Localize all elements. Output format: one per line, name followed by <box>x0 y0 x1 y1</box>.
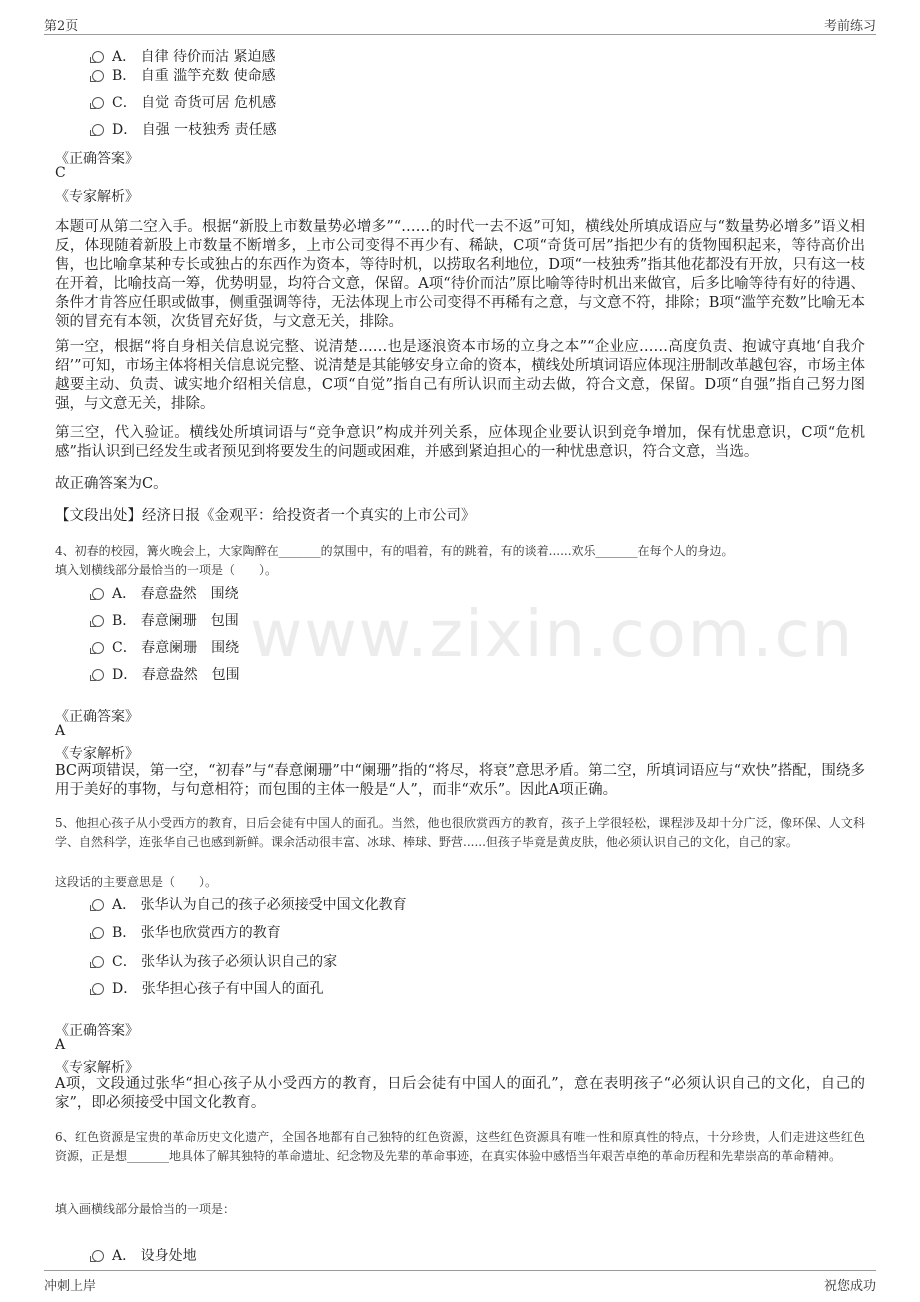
q5-option-c[interactable]: C． 张华认为孩子必须认识自己的家 <box>92 951 337 971</box>
footer-right: 祝您成功 <box>823 1279 876 1294</box>
radio-icon[interactable] <box>92 588 104 600</box>
page-number: 第2页 <box>44 19 79 34</box>
question-stem: 4、初春的校园，篝火晚会上，大家陶醉在_______的氛围中，有的唱着，有的跳着，有的谈着......欢乐_______在每个人的身边。 <box>55 544 734 558</box>
q4-option-b[interactable]: B． 春意阑珊 包围 <box>92 610 239 630</box>
page-header <box>44 12 876 35</box>
question-stem: 5、他担心孩子从小受西方的教育，日后会徒有中国人的面孔。当然，他也很欣赏西方的教育，孩子上学很轻松，课程涉及却十分广泛，像环保、人文科学、自然科学，连张华自己也感到新鲜。课余活动很丰富、冰球、棒球、野营......但孩子毕竟是黄皮肤，他必须认识自己的文化，自己的家。 <box>55 816 865 849</box>
page-footer <box>44 1270 876 1297</box>
radio-icon[interactable] <box>92 97 104 109</box>
question-prompt: 填入划横线部分最恰当的一项是（ ）。 <box>55 563 278 577</box>
radio-icon[interactable] <box>92 899 104 911</box>
radio-icon[interactable] <box>92 70 104 82</box>
q3-option-c[interactable]: C． 自觉 奇货可居 危机感 <box>92 92 276 112</box>
question-prompt: 这段话的主要意思是（ ）。 <box>55 875 218 889</box>
analysis-paragraph: BC两项错误，第一空，“初春”与“春意阑珊”中“阑珊”指的“将尽，将衰”意思矛盾。第二空，所填词语应与“欢快”搭配，围绕多用于美好的事物，与句意相符；而包围的主体一般是“人”，而非“欢乐”。因此A项正确。 <box>55 763 865 798</box>
radio-icon[interactable] <box>92 1250 104 1262</box>
q3-option-d[interactable]: D． 自强 一枝独秀 责任感 <box>92 119 277 139</box>
radio-icon[interactable] <box>92 51 104 63</box>
analysis-conclusion: 故正确答案为C。 <box>55 476 168 492</box>
answer-label: 《正确答案》 <box>55 1023 139 1039</box>
radio-icon[interactable] <box>92 983 104 995</box>
radio-icon[interactable] <box>92 669 104 681</box>
q3-option-b[interactable]: B． 自重 滥竽充数 使命感 <box>92 65 276 85</box>
analysis-paragraph: A项，文段通过张华“担心孩子从小受西方的教育，日后会徒有中国人的面孔”，意在表明孩子“必须认识自己的文化，自己的家”，即必须接受中国文化教育。 <box>55 1076 865 1111</box>
analysis-paragraph: 本题可从第二空入手。根据“新股上市数量势必增多”“……的时代一去不返”可知，横线处所填成语应与“数量势必增多”语义相反，体现随着新股上市数量不断增多，上市公司变得不再少有、稀缺，C项“奇货可居”指把少有的货物囤积起来，等待高价出售，也比喻拿某种专长或独占的东西作为资本，等待时机，以捞取名利地位，D项“一枝独秀”指其他花都没有开放，只有这一枝在开着，比喻技高一筹，优势明显，均符合文意，保留。A项“待价而沽”原比喻等待时机出来做官，后多比喻等待有好的待遇、条件才肯答应任职或做事，侧重强调等待，无法体现上市公司变得不再稀有之意，与文意不符，排除；B项“滥竽充数”比喻无本领的冒充有本领，次货冒充好货，与文意无关，排除。 <box>55 219 865 330</box>
q5-option-d[interactable]: D． 张华担心孩子有中国人的面孔 <box>92 978 324 998</box>
analysis-label: 《专家解析》 <box>55 1060 139 1076</box>
header-title: 考前练习 <box>823 19 876 34</box>
q6-option-a[interactable]: A． 设身处地 <box>92 1245 197 1265</box>
q4-option-d[interactable]: D． 春意盎然 包围 <box>92 664 240 684</box>
watermark: www.zixin.com.cn <box>250 598 855 672</box>
q5-option-a[interactable]: A． 张华认为自己的孩子必须接受中国文化教育 <box>92 894 407 914</box>
answer-label: 《正确答案》 <box>55 709 139 725</box>
q3-option-a[interactable]: A． 自律 待价而沽 紧迫感 <box>92 46 275 66</box>
question-stem: 6、红色资源是宝贵的革命历史文化遗产，全国各地都有自己独特的红色资源，这些红色资源具有唯一性和原真性的特点，十分珍贵，人们走进这些红色资源，正是想_______地具体了解其独特的革命遗址、纪念物及先辈的革命事迹，在真实体验中感悟当年艰苦卓绝的革命历程和先辈崇高的革命精神。 <box>55 1130 865 1163</box>
footer-left: 冲刺上岸 <box>44 1279 97 1294</box>
source-citation: 【文段出处】经济日报《金观平：给投资者一个真实的上市公司》 <box>55 508 476 524</box>
q5-option-b[interactable]: B． 张华也欣赏西方的教育 <box>92 922 281 942</box>
analysis-label: 《专家解析》 <box>55 189 139 205</box>
q4-option-a[interactable]: A． 春意盎然 围绕 <box>92 583 239 603</box>
question-prompt: 填入画横线部分最恰当的一项是： <box>55 1202 236 1216</box>
answer-label: 《正确答案》 <box>55 151 139 167</box>
analysis-paragraph: 第一空，根据“将自身相关信息说完整、说清楚……也是逐浪资本市场的立身之本”“企业应……高度负责、抱诚守真地‘自我介绍’”可知，市场主体将相关信息说完整、说清楚是其能够安身立命的资本，横线处所填词语应体现注册制改革越包容，市场主体越要主动、负责、诚实地介绍相关信息，C项“自觉”指自己有所认识而主动去做，符合文意，保留。D项“自强”指自己努力图强，与文意无关，排除。 <box>55 339 865 412</box>
q4-option-c[interactable]: C． 春意阑珊 围绕 <box>92 637 239 657</box>
radio-icon[interactable] <box>92 642 104 654</box>
answer-value: C <box>55 165 66 181</box>
radio-icon[interactable] <box>92 927 104 939</box>
radio-icon[interactable] <box>92 124 104 136</box>
analysis-paragraph: 第三空，代入验证。横线处所填词语与“竞争意识”构成并列关系，应体现企业要认识到竞争增加，保有忧患意识，C项“危机感”指认识到已经发生或者预见到将要发生的问题或困难，并感到紧迫担心的一种忧患意识，符合文意，当选。 <box>55 425 865 460</box>
radio-icon[interactable] <box>92 615 104 627</box>
analysis-label: 《专家解析》 <box>55 746 139 762</box>
radio-icon[interactable] <box>92 956 104 968</box>
answer-value: A <box>55 1037 66 1053</box>
answer-value: A <box>55 723 66 739</box>
